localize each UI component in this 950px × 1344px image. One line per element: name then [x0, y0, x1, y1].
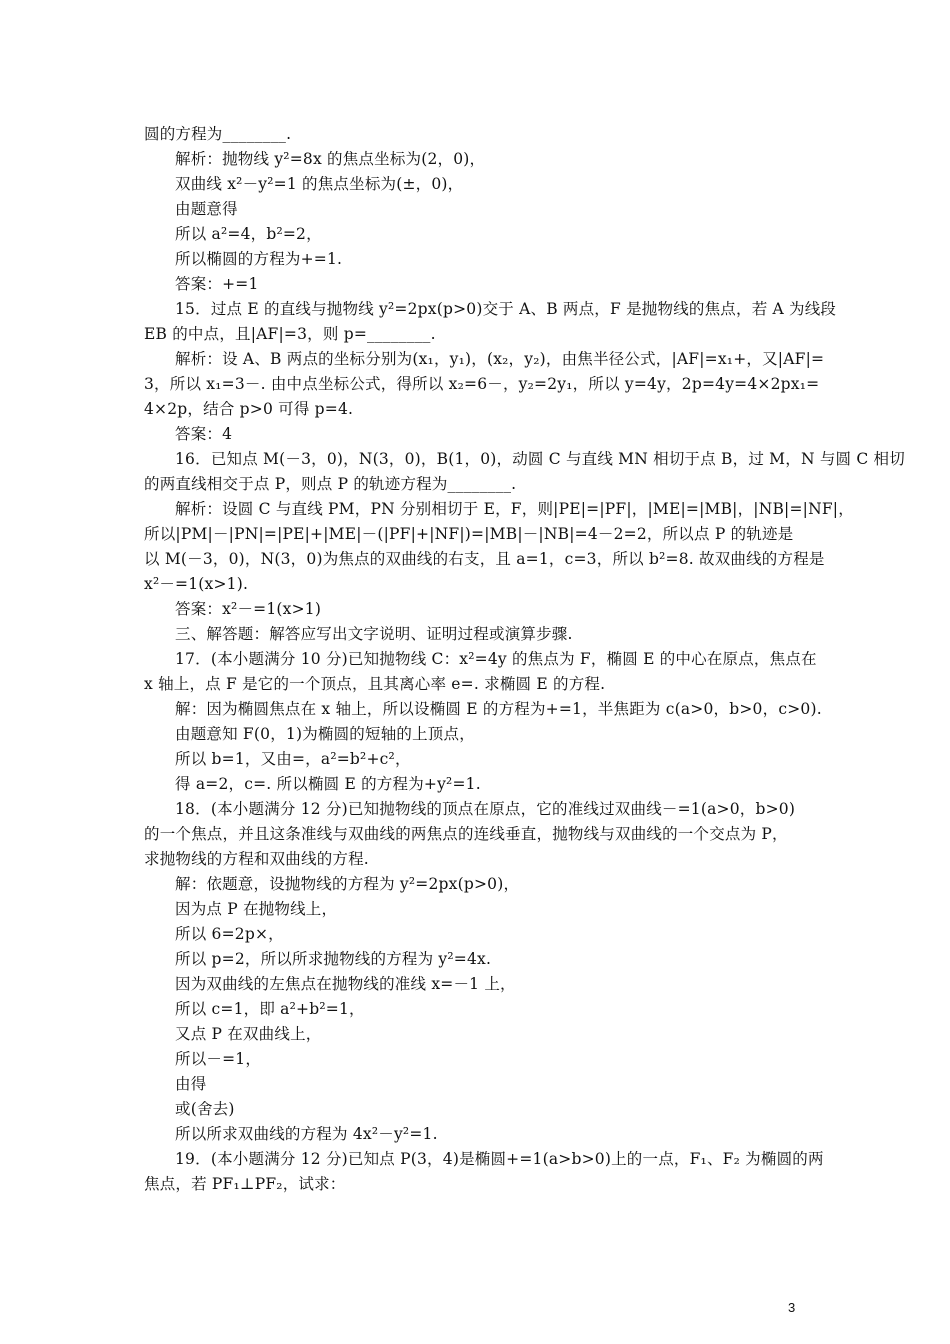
- text-line: 4×2p，结合 p>0 可得 p=4.: [144, 400, 354, 418]
- text-line: 15．过点 E 的直线与抛物线 y²=2px(p>0)交于 A、B 两点，F 是抛物线的焦点，若 A 为线段: [175, 300, 837, 318]
- text-line: 求抛物线的方程和双曲线的方程.: [144, 850, 369, 868]
- text-line: 16．已知点 M(－3，0)，N(3，0)，B(1，0)，动圆 C 与直线 MN 相切于点 B，过 M，N 与圆 C 相切: [175, 450, 905, 468]
- text-line: 解：因为椭圆焦点在 x 轴上，所以设椭圆 E 的方程为+=1，半焦距为 c(a>0，b>0，c>0).: [175, 700, 822, 718]
- text-line: 所以椭圆的方程为+=1.: [175, 250, 343, 268]
- text-line: 所以 c=1，即 a²+b²=1，: [175, 1000, 365, 1018]
- text-line: 解析：设 A、B 两点的坐标分别为(x₁，y₁)，(x₂，y₂)，由焦半径公式，|AF|=x₁+，又|AF|=: [175, 350, 825, 368]
- text-line: x²－=1(x>1).: [144, 575, 249, 593]
- text-line: 18．(本小题满分 12 分)已知抛物线的顶点在原点，它的准线过双曲线－=1(a>0，b>0): [175, 800, 796, 818]
- text-line: 所以－=1，: [175, 1050, 262, 1068]
- text-line: 答案：+=1: [175, 275, 259, 293]
- text-line: 解：依题意，设抛物线的方程为 y²=2px(p>0)，: [175, 875, 520, 893]
- text-line: 所以|PM|－|PN|=|PE|+|ME|－(|PF|+|NF|)=|MB|－|NB|=4－2=2，所以点 P 的轨迹是: [144, 525, 794, 543]
- text-line: 的一个焦点，并且这条准线与双曲线的两焦点的连线垂直，抛物线与双曲线的一个交点为 P，: [144, 825, 788, 843]
- text-line: 解析：抛物线 y²=8x 的焦点坐标为(2，0)，: [175, 150, 486, 168]
- text-line: 双曲线 x²－y²=1 的焦点坐标为(±，0)，: [175, 175, 464, 193]
- text-line: 或(舍去): [175, 1100, 235, 1118]
- text-line: 所以所求双曲线的方程为 4x²－y²=1.: [175, 1125, 438, 1143]
- text-line: 答案：x²－=1(x>1): [175, 600, 322, 618]
- section-heading: 三、解答题：解答应写出文字说明、证明过程或演算步骤.: [175, 625, 573, 643]
- text-line: 因为双曲线的左焦点在抛物线的准线 x=－1 上，: [175, 975, 516, 993]
- text-line: 所以 6=2p×，: [175, 925, 284, 943]
- text-line: 所以 p=2，所以所求抛物线的方程为 y²=4x.: [175, 950, 492, 968]
- text-line: 又点 P 在双曲线上，: [175, 1025, 322, 1043]
- text-line: 19．(本小题满分 12 分)已知点 P(3，4)是椭圆+=1(a>b>0)上的一点，F₁、F₂ 为椭圆的两: [175, 1150, 824, 1168]
- text-line: x 轴上，点 F 是它的一个顶点，且其离心率 e=. 求椭圆 E 的方程.: [144, 675, 606, 693]
- text-line: 3，所以 x₁=3－. 由中点坐标公式，得所以 x₂=6－，y₂=2y₁，所以 y=4y，2p=4y=4×2px₁=: [144, 375, 820, 393]
- text-line: 解析：设圆 C 与直线 PM，PN 分别相切于 E，F，则|PE|=|PF|，|ME|=|MB|，|NB|=|NF|，: [175, 500, 854, 518]
- text-line: 以 M(－3，0)，N(3，0)为焦点的双曲线的右支，且 a=1，c=3，所以 b²=8. 故双曲线的方程是: [144, 550, 825, 568]
- text-line: 焦点，若 PF₁⊥PF₂，试求：: [144, 1175, 346, 1193]
- text-line: 由题意知 F(0，1)为椭圆的短轴的上顶点，: [175, 725, 475, 743]
- text-line: EB 的中点，且|AF|=3，则 p=________.: [144, 325, 436, 343]
- text-line: 圆的方程为________.: [144, 125, 292, 143]
- text-line: 得 a=2，c=. 所以椭圆 E 的方程为+y²=1.: [175, 775, 481, 793]
- text-line: 答案：4: [175, 425, 233, 443]
- text-line: 因为点 P 在抛物线上，: [175, 900, 338, 918]
- text-line: 17．(本小题满分 10 分)已知抛物线 C：x²=4y 的焦点为 F，椭圆 E 的中心在原点，焦点在: [175, 650, 817, 668]
- text-line: 由得: [175, 1075, 207, 1093]
- text-line: 由题意得: [175, 200, 238, 218]
- text-line: 所以 b=1，又由=，a²=b²+c²，: [175, 750, 411, 768]
- page-number: 3: [788, 1300, 796, 1315]
- text-line: 的两直线相交于点 P，则点 P 的轨迹方程为________.: [144, 475, 517, 493]
- text-line: 所以 a²=4，b²=2，: [175, 225, 322, 243]
